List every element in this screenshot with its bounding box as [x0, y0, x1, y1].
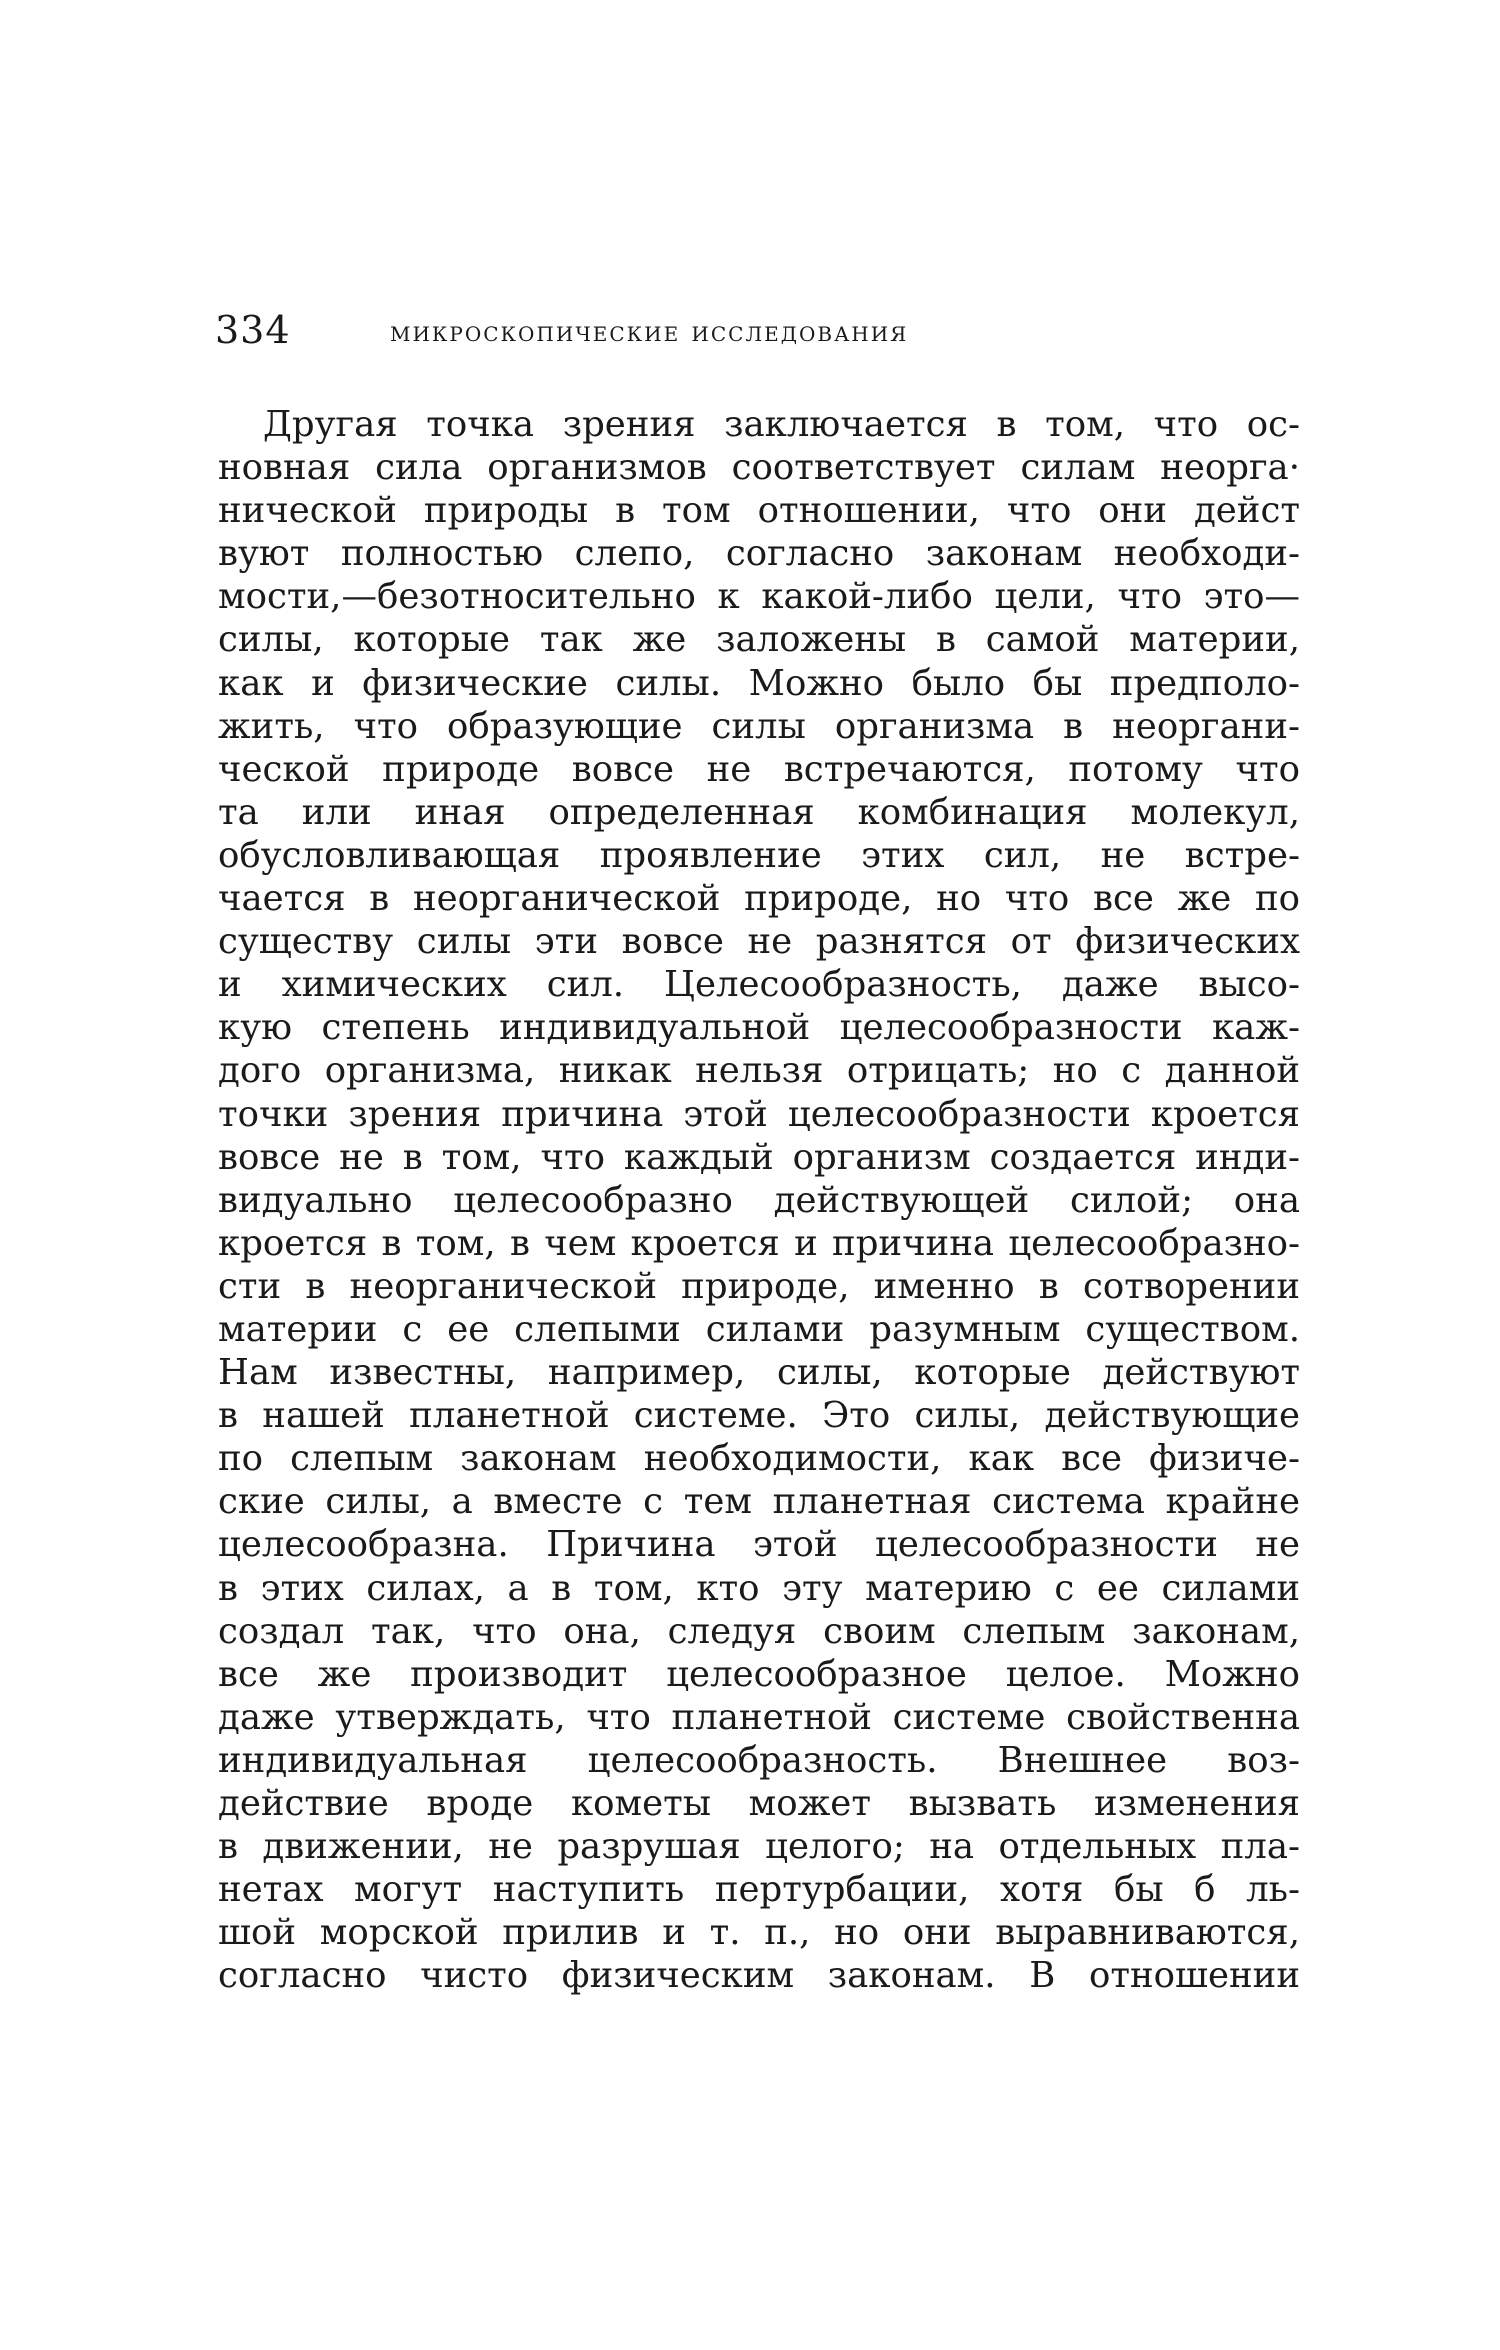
text-line: Другая точка зрения заключается в том, что ос-	[263, 404, 1300, 445]
text-line: та или иная определенная комбинация молекул,	[218, 791, 1300, 833]
text-line: жить, что образующие силы организма в неоргани-	[218, 705, 1300, 747]
text-line: силы, которые так же заложены в самой материи,	[218, 619, 1300, 661]
text-line: Нам известны, например, силы, которые действуют	[218, 1352, 1300, 1394]
running-title: микроскопические исследования	[390, 314, 909, 348]
body-text	[218, 403, 1300, 1997]
text-line: сти в неорганической природе, именно в сотворении	[218, 1265, 1300, 1307]
text-line: кроется в том, в чем кроется и причина целесообразно-	[218, 1222, 1300, 1264]
text-line: согласно чисто физическим законам. В отношении	[218, 1955, 1300, 1997]
text-line: по слепым законам необходимости, как все физиче-	[218, 1438, 1300, 1480]
text-line: в движении, не разрушая целого; на отдельных пла-	[218, 1826, 1300, 1868]
text-line: нетах могут наступить пертурбации, хотя бы б ль-	[218, 1869, 1300, 1911]
text-line: индивидуальная целесообразность. Внешнее воз-	[218, 1739, 1300, 1781]
text-line: шой морской прилив и т. п., но они выравниваются,	[218, 1912, 1300, 1954]
text-line: дого организма, никак нельзя отрицать; но с данной	[218, 1050, 1300, 1092]
text-line: чается в неорганической природе, но что все же по	[218, 878, 1300, 920]
text-line: материи с ее слепыми силами разумным существом.	[218, 1308, 1300, 1350]
text-line: в нашей планетной системе. Это силы, действующие	[218, 1395, 1300, 1437]
text-line: создал так, что она, следуя своим слепым законам,	[218, 1610, 1300, 1652]
text-line: нической природы в том отношении, что они дейст	[218, 490, 1300, 532]
text-line: и химических сил. Целесообразность, даже высо-	[218, 964, 1300, 1006]
text-line: целесообразна. Причина этой целесообразности не	[218, 1524, 1300, 1566]
text-line: кую степень индивидуальной целесообразности каж-	[218, 1007, 1300, 1049]
text-line: даже утверждать, что планетной системе свойственна	[218, 1696, 1300, 1738]
text-line: как и физические силы. Можно было бы предполо-	[218, 662, 1300, 704]
text-line: обусловливающая проявление этих сил, не встре-	[218, 834, 1300, 876]
page-number: 334	[215, 308, 291, 352]
text-line: видуально целесообразно действующей силой; она	[218, 1179, 1300, 1221]
text-line: все же производит целесообразное целое. Можно	[218, 1653, 1300, 1695]
text-line: в этих силах, а в том, кто эту материю с ее силами	[218, 1567, 1300, 1609]
text-line: ские силы, а вместе с тем планетная система крайне	[218, 1481, 1300, 1523]
text-line: действие вроде кометы может вызвать изменения	[218, 1783, 1300, 1824]
text-line: вуют полностью слепо, согласно законам необходи-	[218, 533, 1300, 575]
running-head	[215, 305, 1300, 355]
text-line: ческой природе вовсе не встречаются, потому что	[218, 748, 1300, 790]
text-line: существу силы эти вовсе не разнятся от физических	[218, 921, 1300, 963]
text-line: мости,—безотносительно к какой-либо цели, что это—	[218, 576, 1300, 618]
text-line: вовсе не в том, что каждый организм создается инди-	[218, 1136, 1300, 1178]
text-line: новная сила организмов соответствует силам неорга·	[218, 447, 1300, 489]
text-line: точки зрения причина этой целесообразности кроется	[218, 1093, 1300, 1135]
